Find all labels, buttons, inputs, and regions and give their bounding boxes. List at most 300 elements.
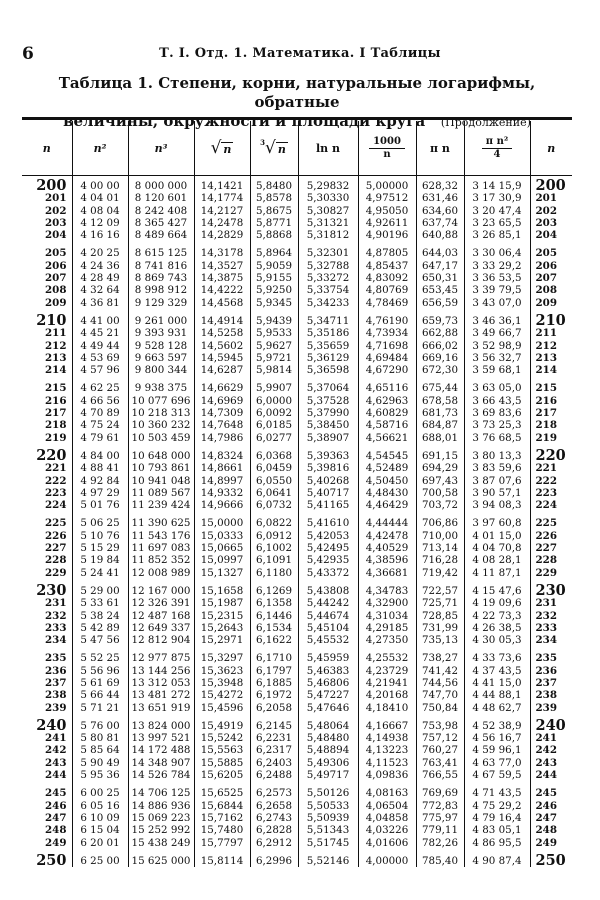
cell-value: 703,72 [416,499,464,511]
cell-n: 231 [45,597,67,610]
cell-value: 14,4914 [194,315,250,327]
cell-value: 5,47227 [298,689,358,701]
cell-value: 15,7480 [194,824,250,836]
cell-value: 4 79 16,4 [464,812,530,824]
cell-value: 4,06504 [358,800,416,812]
table-row [22,247,572,259]
cell-value: 5,37064 [298,382,358,394]
cell-value: 15 438 249 [128,837,194,849]
cell-value: 4,80769 [358,284,416,296]
cell-value: 6,0277 [250,432,298,444]
cell-value: 4,20168 [358,689,416,701]
cell-value: 5 52 25 [72,652,128,664]
cell-value: 6,1797 [250,665,298,677]
cell-value: 4,23729 [358,665,416,677]
cell-value: 6,1446 [250,610,298,622]
cell-n: 227 [45,542,67,555]
cell-value: 15,5242 [194,732,250,744]
cell-value: 769,69 [416,787,464,799]
cell-value: 6,2231 [250,732,298,744]
cell-n: 222 [45,474,67,487]
table-row [22,272,572,284]
cell-value: 4 41 15,0 [464,677,530,689]
table-row [22,585,572,597]
cell-value: 5,49717 [298,769,358,781]
cell-n-right: 221 [530,462,572,474]
cell-n-right: 250 [530,855,572,867]
table-row [22,217,572,229]
cell-value: 6,1972 [250,689,298,701]
cell-value: 6 15 04 [72,824,128,836]
cell-n: 212 [45,339,67,352]
table-row [22,432,572,444]
cell-value: 5,46806 [298,677,358,689]
cell-n-right: 222 [530,475,572,487]
cell-value: 4 04 01 [72,192,128,204]
cell-n: 226 [45,529,67,542]
cell-value: 11 390 625 [128,517,194,529]
cell-value: 4,08163 [358,787,416,799]
cell-value: 5,44242 [298,597,358,609]
cell-value: 10 218 313 [128,407,194,419]
cell-value: 14,2829 [194,229,250,241]
cell-value: 5,52146 [298,855,358,867]
cell-value: 5,42935 [298,554,358,566]
col-header-n-squared: n² [72,121,128,176]
cell-value: 11 697 083 [128,542,194,554]
table-row [22,855,572,867]
cell-n-right: 214 [530,364,572,376]
cell-value: 4 24 36 [72,260,128,272]
cell-value: 750,84 [416,702,464,714]
cell-value: 4 63 77,0 [464,757,530,769]
cell-value: 15,4596 [194,702,250,714]
cell-n-right: 245 [530,787,572,799]
table-row [22,327,572,339]
cell-value: 5,35659 [298,340,358,352]
cell-value: 15,4272 [194,689,250,701]
cell-n-right: 208 [530,284,572,296]
cell-value: 5,8964 [250,247,298,259]
cell-value: 4,71698 [358,340,416,352]
cell-n-right: 242 [530,744,572,756]
cell-value: 4,52489 [358,462,416,474]
cell-value: 684,87 [416,419,464,431]
cell-n-right: 248 [530,824,572,836]
cell-value: 6,1180 [250,567,298,579]
cell-value: 4,60829 [358,407,416,419]
cell-value: 650,31 [416,272,464,284]
cell-value: 3 66 43,5 [464,395,530,407]
cell-value: 3 30 06,4 [464,247,530,259]
table-row [22,634,572,646]
cell-value: 6,2488 [250,769,298,781]
cell-value: 5 19 84 [72,554,128,566]
cell-value: 8 365 427 [128,217,194,229]
cell-value: 5,47646 [298,702,358,714]
cell-value: 14,8324 [194,450,250,462]
cell-value: 719,42 [416,567,464,579]
cell-value: 8 615 125 [128,247,194,259]
cell-value: 14,3875 [194,272,250,284]
cell-value: 4 75 24 [72,419,128,431]
cell-value: 3 87 07,6 [464,475,530,487]
cell-value: 14,2478 [194,217,250,229]
cell-n: 243 [45,756,67,769]
table-row [22,824,572,836]
cell-n: 206 [45,259,67,272]
cell-value: 4 36 81 [72,297,128,309]
cell-n: 237 [45,676,67,689]
cell-value: 8 869 743 [128,272,194,284]
cell-value: 5,31812 [298,229,358,241]
cell-value: 656,59 [416,297,464,309]
cell-value: 6,0185 [250,419,298,431]
cell-value: 3 23 65,5 [464,217,530,229]
cell-value: 6,1002 [250,542,298,554]
table-row [22,665,572,677]
cell-value: 4,27350 [358,634,416,646]
cell-value: 6,0732 [250,499,298,511]
table-row [22,530,572,542]
cell-value: 5 24 41 [72,567,128,579]
cell-value: 4,32900 [358,597,416,609]
table-row [22,597,572,609]
cell-value: 4 56 16,7 [464,732,530,744]
cell-value: 4,21941 [358,677,416,689]
cell-n: 248 [45,824,67,837]
cell-value: 4 57 96 [72,364,128,376]
cell-n: 225 [45,517,67,530]
cell-value: 634,60 [416,205,464,217]
cell-value: 6,0459 [250,462,298,474]
cell-value: 14,7648 [194,419,250,431]
cell-n: 233 [45,621,67,634]
cell-value: 5,34711 [298,315,358,327]
cell-value: 12 977 875 [128,652,194,664]
radical-sign-icon: √ [265,138,276,158]
cell-value: 12 649 337 [128,622,194,634]
table-row [22,622,572,634]
cell-value: 5,9250 [250,284,298,296]
cell-value: 4 92 84 [72,475,128,487]
cell-value: 4,54545 [358,450,416,462]
cell-value: 15,1987 [194,597,250,609]
cell-n-right: 232 [530,610,572,622]
cell-value: 6,1534 [250,622,298,634]
cell-value: 14,7986 [194,432,250,444]
cell-n-right: 200 [530,176,572,193]
cell-value: 5,45959 [298,652,358,664]
cell-value: 4,40529 [358,542,416,554]
table-row [22,837,572,849]
cell-value: 5,8480 [250,176,298,193]
page-number: 6 [22,44,34,64]
cell-n-right: 205 [530,247,572,259]
cell-n-right: 216 [530,395,572,407]
table-row [22,205,572,217]
cell-value: 5,8675 [250,205,298,217]
cell-value: 10 793 861 [128,462,194,474]
cell-value: 5,38450 [298,419,358,431]
cell-n: 224 [45,499,67,512]
cell-value: 4,36681 [358,567,416,579]
table-row [22,800,572,812]
cell-value: 11 543 176 [128,530,194,542]
cell-value: 5,43808 [298,585,358,597]
page-header [0,44,600,64]
cell-value: 5,42053 [298,530,358,542]
cell-value: 4 04 70,8 [464,542,530,554]
cell-value: 5,48894 [298,744,358,756]
cell-value: 637,74 [416,217,464,229]
cell-value: 675,44 [416,382,464,394]
cell-value: 4 01 15,0 [464,530,530,542]
cell-value: 6 25 00 [72,855,128,867]
math-table [22,121,572,867]
cell-value: 9 129 329 [128,297,194,309]
cell-value: 763,41 [416,757,464,769]
cell-n-right: 220 [530,450,572,462]
cell-value: 14,6969 [194,395,250,407]
cell-value: 14,8997 [194,475,250,487]
cell-n: 207 [45,272,67,285]
cell-value: 691,15 [416,450,464,462]
cell-value: 4,48430 [358,487,416,499]
cell-n-right: 243 [530,757,572,769]
cell-n-right: 201 [530,192,572,204]
cell-value: 6,2743 [250,812,298,824]
cell-value: 5,48480 [298,732,358,744]
cell-value: 710,00 [416,530,464,542]
cell-n: 245 [45,787,67,800]
cell-n-right: 238 [530,689,572,701]
cell-value: 5,49306 [298,757,358,769]
col-header-cbrt: $^3$√ n [250,121,298,176]
cell-value: 5,29832 [298,176,358,193]
cell-value: 5,51343 [298,824,358,836]
cell-value: 681,73 [416,407,464,419]
cell-n: 247 [45,811,67,824]
cell-value: 6,0822 [250,517,298,529]
cell-value: 3 83 59,6 [464,462,530,474]
table-row [22,475,572,487]
cell-value: 3 52 98,9 [464,340,530,352]
cell-n: 204 [45,229,67,242]
cell-value: 6 00 25 [72,787,128,799]
table-row [22,499,572,511]
cell-value: 631,46 [416,192,464,204]
cell-value: 5 42 89 [72,622,128,634]
cell-value: 4,62963 [358,395,416,407]
table-row [22,517,572,529]
cell-n: 218 [45,419,67,432]
table-top-rule [22,117,572,120]
cell-n: 209 [45,296,67,309]
cell-value: 5 29 00 [72,585,128,597]
cell-value: 15 625 000 [128,855,194,867]
cell-value: 735,13 [416,634,464,646]
cell-value: 3 26 85,1 [464,229,530,241]
cell-n: 246 [45,799,67,812]
cell-n-right: 244 [530,769,572,781]
cell-value: 3 49 66,7 [464,327,530,339]
cell-value: 5 80 81 [72,732,128,744]
cell-value: 4 15 47,6 [464,585,530,597]
cell-n: 235 [45,652,67,665]
cell-value: 6,1091 [250,554,298,566]
cell-value: 13 144 256 [128,665,194,677]
cell-value: 9 261 000 [128,315,194,327]
cell-value: 728,85 [416,610,464,622]
cell-value: 4 52 38,9 [464,720,530,732]
cell-value: 6,2145 [250,720,298,732]
cell-value: 5,9439 [250,315,298,327]
cell-value: 760,27 [416,744,464,756]
cell-value: 5 38 24 [72,610,128,622]
cell-value: 6,2573 [250,787,298,799]
cell-value: 5,33272 [298,272,358,284]
cell-value: 15,3623 [194,665,250,677]
cell-value: 4,65116 [358,382,416,394]
cell-value: 4 22 73,3 [464,610,530,622]
cell-value: 3 69 83,6 [464,407,530,419]
cell-n-right: 226 [530,530,572,542]
cell-value: 14,9332 [194,487,250,499]
cell-n-right: 231 [530,597,572,609]
cell-value: 731,99 [416,622,464,634]
cell-n-right: 206 [530,260,572,272]
cell-value: 4,83092 [358,272,416,284]
cell-value: 6,1885 [250,677,298,689]
cell-value: 4,87805 [358,247,416,259]
cell-value: 14,7309 [194,407,250,419]
cell-value: 6,0368 [250,450,298,462]
cell-n-right: 212 [530,340,572,352]
table-row [22,297,572,309]
table-title-line1: Таблица 1. Степени, корни, натуральные логарифмы, обратные [58,74,536,111]
cell-value: 5 85 64 [72,744,128,756]
cell-value: 15,8114 [194,855,250,867]
cell-value: 4,58716 [358,419,416,431]
cell-value: 5 76 00 [72,720,128,732]
cell-n-right: 210 [530,315,572,327]
cell-n: 239 [45,701,67,714]
cell-value: 738,27 [416,652,464,664]
cell-value: 700,58 [416,487,464,499]
cell-value: 5,9814 [250,364,298,376]
cell-value: 14,5258 [194,327,250,339]
table-row [22,352,572,364]
cell-value: 716,28 [416,554,464,566]
cell-value: 15,6205 [194,769,250,781]
cell-n: 211 [45,327,67,340]
cell-value: 4,97512 [358,192,416,204]
cell-value: 4,16667 [358,720,416,732]
cell-value: 3 43 07,0 [464,297,530,309]
cell-value: 4 08 28,1 [464,554,530,566]
cell-value: 6,2912 [250,837,298,849]
cell-value: 4,78469 [358,297,416,309]
cell-value: 5,41610 [298,517,358,529]
cell-value: 5,39363 [298,450,358,462]
cell-value: 14,6287 [194,364,250,376]
cell-value: 5,45532 [298,634,358,646]
cell-value: 706,86 [416,517,464,529]
cell-value: 6,0912 [250,530,298,542]
cell-value: 694,29 [416,462,464,474]
cell-value: 5 56 96 [72,665,128,677]
cell-value: 4,90196 [358,229,416,241]
cell-n-right: 247 [530,812,572,824]
cell-n-right: 246 [530,800,572,812]
cell-n-right: 217 [530,407,572,419]
cell-n: 214 [45,364,67,377]
cell-value: 4,50450 [358,475,416,487]
cell-value: 6,1622 [250,634,298,646]
cell-value: 5,8578 [250,192,298,204]
cell-value: 15 252 992 [128,824,194,836]
cell-value: 14,6629 [194,382,250,394]
cell-value: 5 33 61 [72,597,128,609]
cell-n: 200 [36,177,67,194]
cell-n-right: 228 [530,554,572,566]
cell-value: 722,57 [416,585,464,597]
cell-value: 6,2403 [250,757,298,769]
cell-value: 15,2643 [194,622,250,634]
cell-value: 5,40717 [298,487,358,499]
cell-value: 4 26 38,5 [464,622,530,634]
cell-value: 3 14 15,9 [464,176,530,193]
cell-n: 213 [45,351,67,364]
cell-value: 5,46383 [298,665,358,677]
cell-value: 4 84 00 [72,450,128,462]
cell-value: 3 97 60,8 [464,517,530,529]
cell-value: 6,0641 [250,487,298,499]
col-header-n-cubed: n³ [128,121,194,176]
cell-value: 5,30330 [298,192,358,204]
cell-value: 5,45104 [298,622,358,634]
cell-n: 236 [45,664,67,677]
cell-value: 5 06 25 [72,517,128,529]
cell-value: 775,97 [416,812,464,824]
table-row [22,462,572,474]
cell-value: 4,92611 [358,217,416,229]
cell-value: 5,36129 [298,352,358,364]
cell-value: 4 53 69 [72,352,128,364]
col-header-n: n [22,121,72,176]
cell-value: 5,31321 [298,217,358,229]
cell-value: 4 32 64 [72,284,128,296]
cell-value: 6,1269 [250,585,298,597]
cell-n: 215 [45,382,67,395]
cell-value: 8 242 408 [128,205,194,217]
cell-value: 4 79 61 [72,432,128,444]
cell-value: 3 20 47,4 [464,205,530,217]
cell-value: 14 706 125 [128,787,194,799]
cell-value: 4,04858 [358,812,416,824]
cell-n: 229 [45,566,67,579]
table-title-line2-text: величины, окружности и площади круга [63,112,426,130]
running-head: Т. I. Отд. 1. Математика. I Таблицы [159,46,441,61]
cell-n-right: 233 [530,622,572,634]
cell-value: 4 37 43,5 [464,665,530,677]
cell-n-right: 211 [530,327,572,339]
table-row [22,260,572,272]
cell-value: 10 360 232 [128,419,194,431]
cell-value: 14,1774 [194,192,250,204]
cell-value: 741,42 [416,665,464,677]
